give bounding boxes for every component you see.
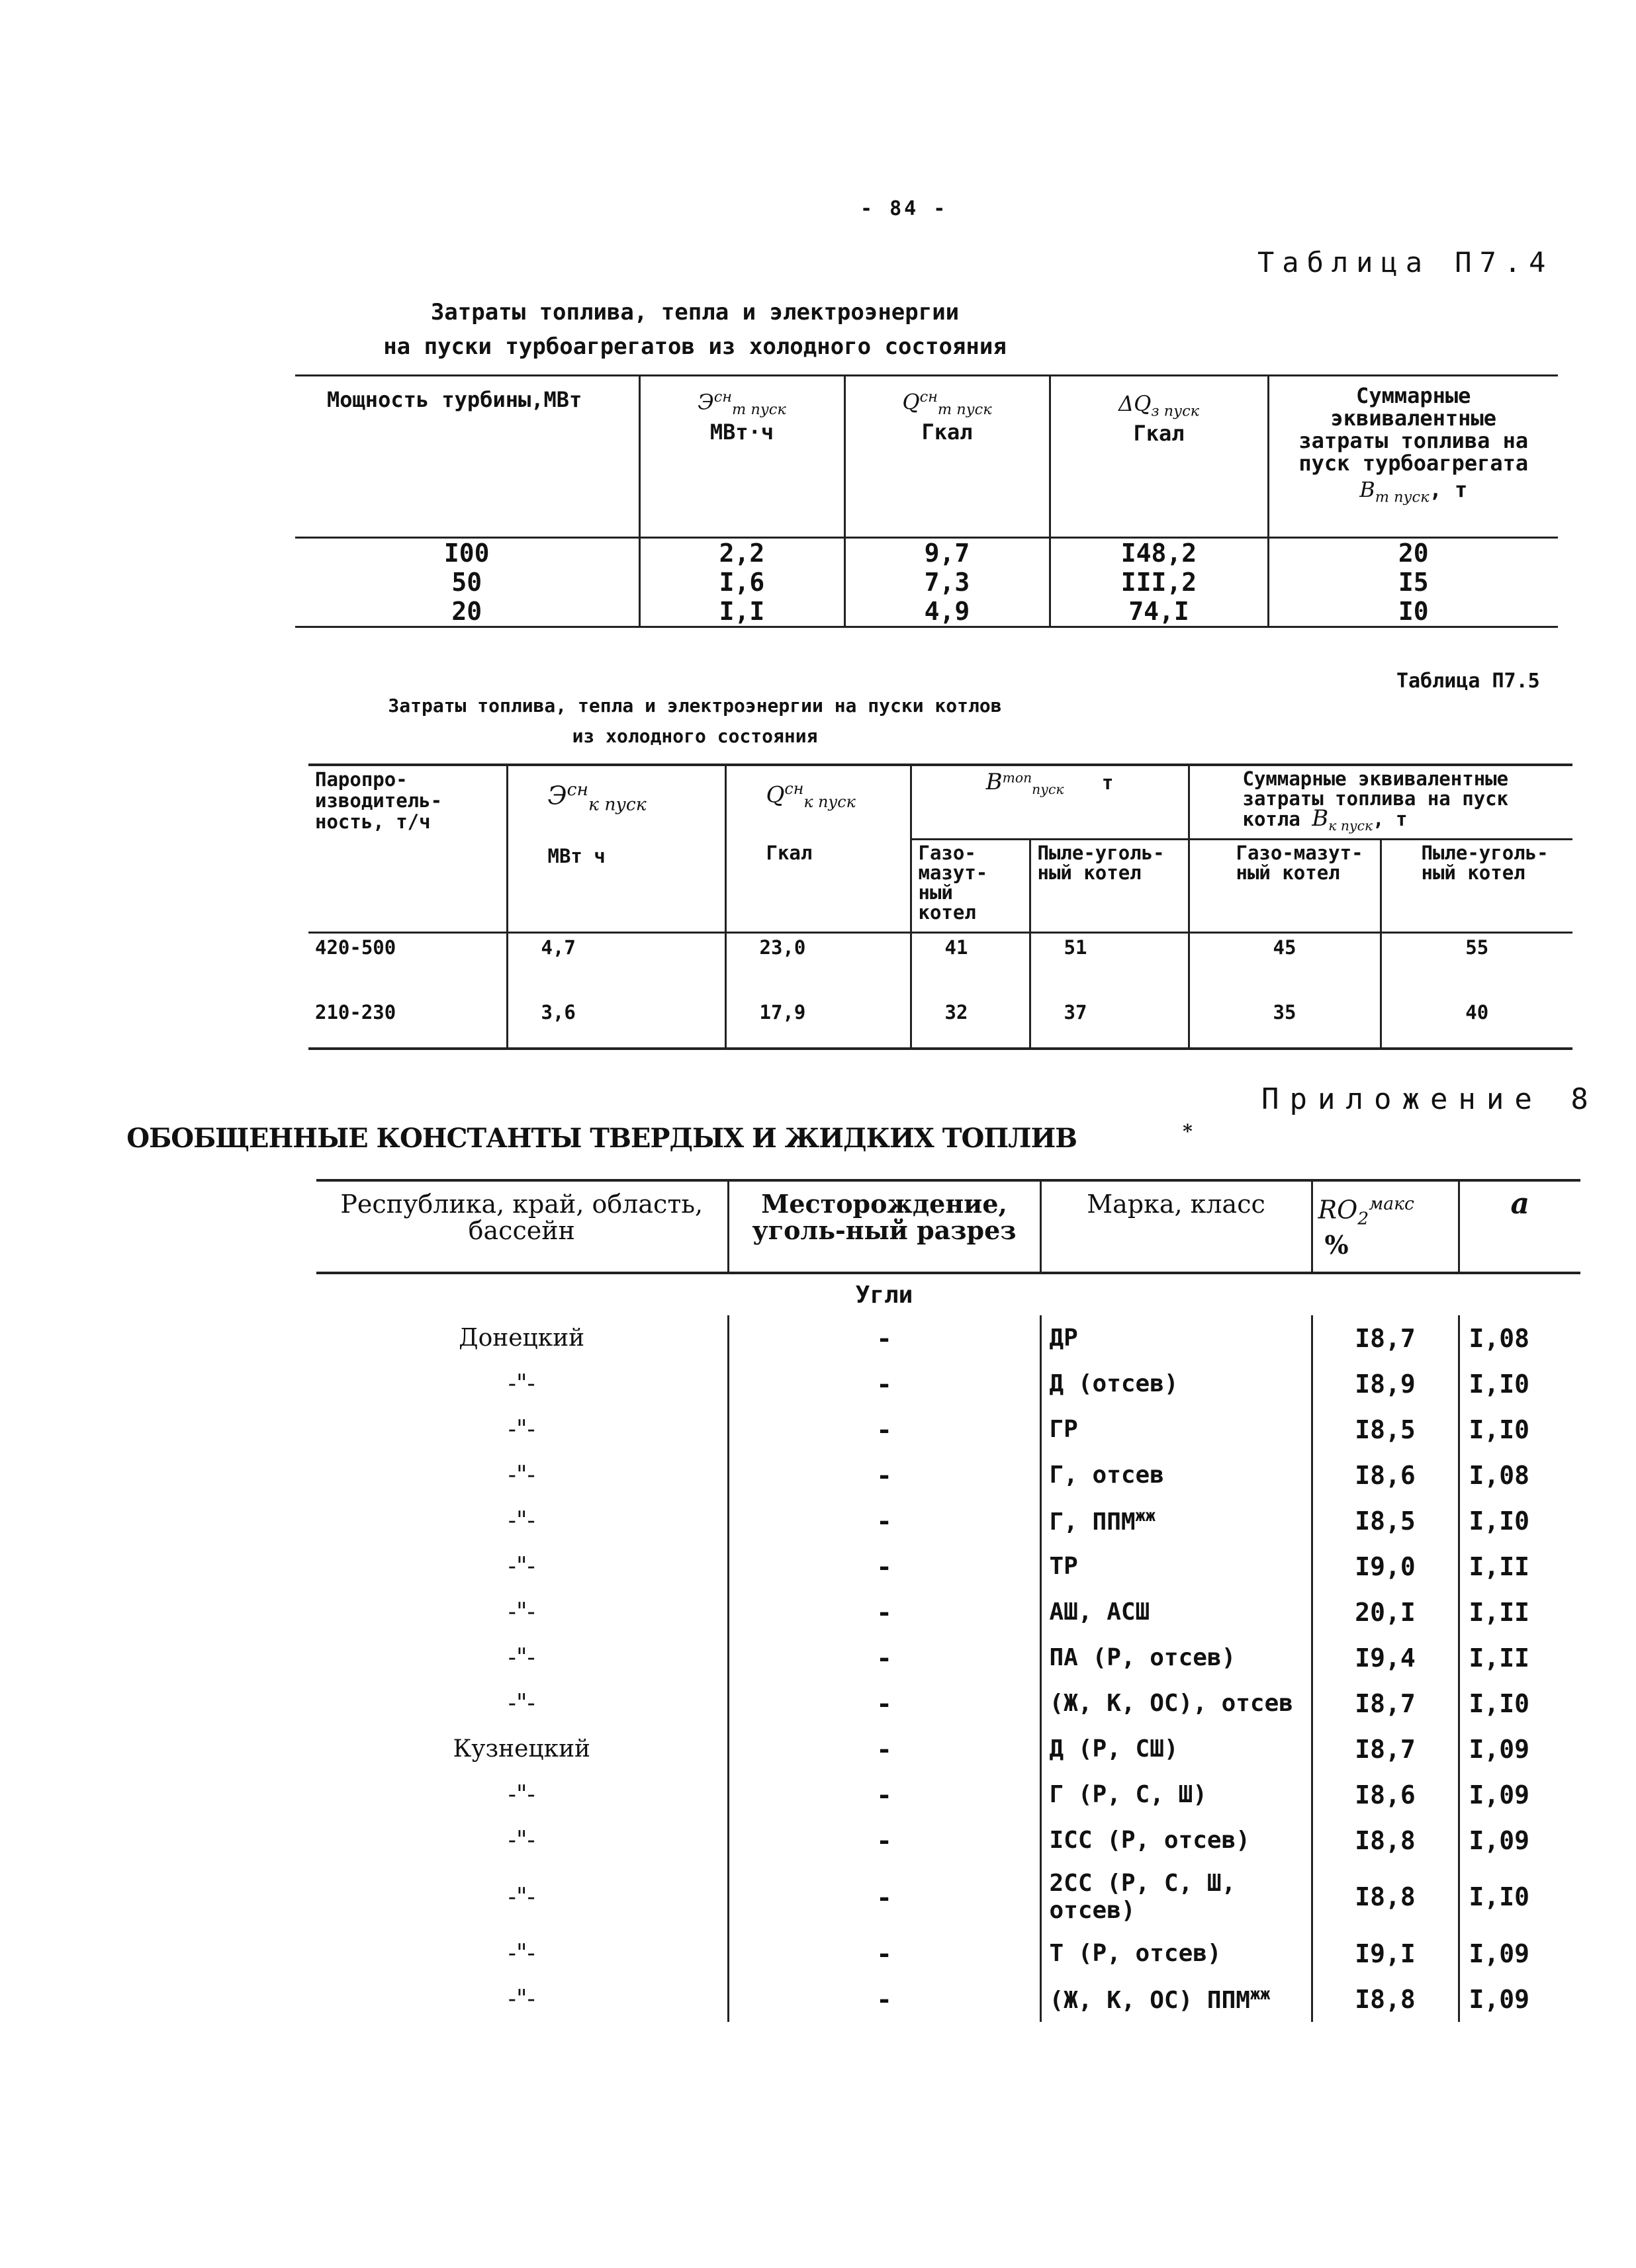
table1 (295, 374, 1558, 628)
table1-caption: Таблица П7.4 (1257, 246, 1554, 279)
fuel-ro2: I8,7 (1312, 1726, 1459, 1772)
table1-header-row (295, 376, 1558, 538)
fuel-a: I,I0 (1459, 1361, 1580, 1407)
fuel-ro2: I8,6 (1312, 1452, 1459, 1498)
fuel-a: I,08 (1459, 1315, 1580, 1361)
fuel-row (316, 1315, 1580, 1361)
fuel-region: -"- (508, 1940, 535, 1968)
fuel-mark: ГР (1040, 1407, 1312, 1452)
fuel-deposit: - (728, 1976, 1040, 2022)
appendix-label: Приложение 8 (1261, 1082, 1599, 1116)
table1-cell: I0 (1268, 597, 1558, 627)
fuel-row (316, 1680, 1580, 1726)
fuel-ro2: I9,0 (1312, 1544, 1459, 1589)
fuel-ro2: I9,I (1312, 1931, 1459, 1976)
fuel-mark: АШ, АСШ (1040, 1589, 1312, 1635)
fuel-row (316, 1498, 1580, 1544)
fuel-deposit: - (728, 1863, 1040, 1931)
table1-cell: 9,7 (844, 538, 1050, 568)
fuel-mark: Д (Р, СШ) (1040, 1726, 1312, 1772)
fuel-row (316, 1772, 1580, 1817)
fuel-row (316, 1863, 1580, 1931)
table2-cell: 210-230 (315, 1000, 396, 1024)
fuel-ro2: I8,5 (1312, 1498, 1459, 1544)
fuel-deposit: - (728, 1817, 1040, 1863)
fuel-region: Донецкий (459, 1325, 585, 1352)
appendix-title: ОБОБЩЕННЫЕ КОНСТАНТЫ ТВЕРДЫХ И ЖИДКИХ ТОПЛИВ * (126, 1121, 1192, 1155)
fuel-deposit: - (728, 1589, 1040, 1635)
table2-cell: 420-500 (315, 936, 396, 959)
fuel-ro2: I9,4 (1312, 1635, 1459, 1680)
fuel-a: I,II (1459, 1635, 1580, 1680)
fuel-deposit: - (728, 1772, 1040, 1817)
fuel-deposit: - (728, 1407, 1040, 1452)
table2-header-coal-2: Пыле-уголь-ный котел (1381, 839, 1572, 932)
fuel-mark: Т (Р, отсев) (1040, 1931, 1312, 1976)
table2-cell: 4,7 (507, 932, 725, 998)
fuel-a: I,I0 (1459, 1407, 1580, 1452)
fuel-mark: Г, отсев (1040, 1452, 1312, 1498)
table2-header-heat: $Q^{сн}_{к пуск}$ Гкал (725, 765, 911, 932)
fuel-ro2: I8,9 (1312, 1361, 1459, 1407)
table1-cell: 7,3 (844, 568, 1050, 597)
fuel-deposit: - (728, 1361, 1040, 1407)
table2-row (308, 998, 1572, 1049)
table2-header-gas-2: Газо-мазут-ный котел (1189, 839, 1381, 932)
fuel-a: I,I0 (1459, 1863, 1580, 1931)
fuel-row (316, 1407, 1580, 1452)
table1-header-energy: $Э^{сн}_{т пуск}$ МВт·ч (639, 376, 844, 538)
table1-cell: I48,2 (1050, 538, 1268, 568)
fuel-region: -"- (508, 1985, 535, 2013)
fuel-mark: ДР (1040, 1315, 1312, 1361)
fuel-region: -"- (508, 1781, 535, 1809)
header-a: a (1459, 1180, 1580, 1273)
fuel-a: I,I0 (1459, 1498, 1580, 1544)
fuel-row (316, 1544, 1580, 1589)
table2-caption: Таблица П7.5 (1396, 670, 1540, 693)
fuel-ro2: 20,I (1312, 1589, 1459, 1635)
table1-header-heat: $Q^{сн}_{т пуск}$ Гкал (844, 376, 1050, 538)
table1-header-delta: $\Delta Q_{з пуск}$ Гкал (1050, 376, 1268, 538)
fuel-deposit: - (728, 1544, 1040, 1589)
fuel-row (316, 1817, 1580, 1863)
fuel-a: I,09 (1459, 1976, 1580, 2022)
table1-title-line2: на пуски турбоагрегатов из холодного состояния (383, 333, 1007, 360)
table1-cell: I,I (639, 597, 844, 627)
fuel-a: I,II (1459, 1589, 1580, 1635)
fuel-a: I,09 (1459, 1817, 1580, 1863)
fuel-mark: Г, $ППМ^{жж}$ (1040, 1498, 1312, 1544)
fuel-ro2: I8,7 (1312, 1680, 1459, 1726)
page-number: - 84 - (860, 197, 948, 220)
fuel-deposit: - (728, 1498, 1040, 1544)
fuel-a: I,I0 (1459, 1680, 1580, 1726)
fuel-ro2: I8,7 (1312, 1315, 1459, 1361)
table2-title-line1: Затраты топлива, тепла и электроэнергии на пуски котлов (388, 695, 1002, 717)
fuel-row (316, 1931, 1580, 1976)
table1-header-power: Мощность турбины,МВт (327, 387, 582, 412)
fuel-deposit: - (728, 1315, 1040, 1361)
table2-header-fuel-group: $В^{топ}_{пуск}$ т (911, 765, 1189, 839)
header-mark: Марка, класс (1040, 1180, 1312, 1273)
fuel-row (316, 1726, 1580, 1772)
fuel-a: I,09 (1459, 1726, 1580, 1772)
header-deposit: Месторождение, уголь-ный разрез (728, 1180, 1040, 1273)
section-row (316, 1273, 1580, 1315)
table2-row (308, 932, 1572, 998)
table1-row (295, 568, 1558, 597)
fuel-deposit: - (728, 1680, 1040, 1726)
fuel-deposit: - (728, 1635, 1040, 1680)
fuel-mark: (Ж, К, ОС), отсев (1040, 1680, 1312, 1726)
table2-header-gas-1: Газо-мазут-ный котел (911, 839, 1030, 932)
fuel-row (316, 1635, 1580, 1680)
table2-cell: 37 (1030, 998, 1189, 1049)
table2-cell: 45 (1189, 932, 1381, 998)
fuel-a: I,II (1459, 1544, 1580, 1589)
fuel-deposit: - (728, 1931, 1040, 1976)
table2-cell: 55 (1381, 932, 1572, 998)
fuel-ro2: I8,8 (1312, 1817, 1459, 1863)
fuel-mark: ТР (1040, 1544, 1312, 1589)
fuel-ro2: I8,5 (1312, 1407, 1459, 1452)
fuel-deposit: - (728, 1452, 1040, 1498)
fuel-mark: ICC (Р, отсев) (1040, 1817, 1312, 1863)
fuel-mark: ПА (Р, отсев) (1040, 1635, 1312, 1680)
table1-cell: I00 (443, 539, 490, 568)
table2-cell: 23,0 (725, 932, 911, 998)
header-ro2: $RO_2^{макс}$ % (1312, 1180, 1459, 1273)
fuel-region: -"- (508, 1507, 535, 1535)
fuel-region: -"- (508, 1370, 535, 1398)
table2-cell: 40 (1381, 998, 1572, 1049)
table2-header-capacity: Паропро-изводитель-ность, т/ч (308, 765, 507, 932)
fuel-row (316, 1976, 1580, 2022)
fuel-region: -"- (508, 1883, 535, 1911)
table1-cell: 74,I (1050, 597, 1268, 627)
fuel-mark: (Ж, К, ОС) $ППМ^{жж}$ (1040, 1976, 1312, 2022)
table2-header-coal-1: Пыле-уголь-ный котел (1030, 839, 1189, 932)
fuel-ro2: I8,8 (1312, 1976, 1459, 2022)
fuel-row (316, 1361, 1580, 1407)
table1-cell: 4,9 (844, 597, 1050, 627)
table1-row (295, 538, 1558, 568)
fuel-region: -"- (508, 1827, 535, 1854)
fuel-region: -"- (508, 1644, 535, 1672)
fuel-ro2: I8,8 (1312, 1863, 1459, 1931)
table2-cell: 41 (911, 932, 1030, 998)
fuel-mark: Д (отсев) (1040, 1361, 1312, 1407)
fuel-region: -"- (508, 1690, 535, 1718)
fuel-row (316, 1452, 1580, 1498)
table1-title-line1: Затраты топлива, тепла и электроэнергии (430, 299, 960, 326)
fuel-region: Кузнецкий (453, 1735, 591, 1763)
fuel-row (316, 1589, 1580, 1635)
table2-header-total-group: Суммарные эквивалентные затраты топлива на пуск котла $В_{к пуск}$, т (1189, 765, 1572, 839)
table1-cell: I,6 (639, 568, 844, 597)
fuel-a: I,09 (1459, 1931, 1580, 1976)
fuel-a: I,09 (1459, 1772, 1580, 1817)
fuel-region: -"- (508, 1553, 535, 1581)
fuel-region: -"- (508, 1416, 535, 1444)
table2-title-line2: из холодного состояния (572, 725, 818, 747)
table1-cell: I5 (1268, 568, 1558, 597)
table2 (308, 763, 1572, 1050)
table1-cell: III,2 (1050, 568, 1268, 597)
section-label: Угли (855, 1281, 913, 1309)
fuel-deposit: - (728, 1726, 1040, 1772)
fuel-mark: Г (Р, С, Ш) (1040, 1772, 1312, 1817)
fuel-table-header-row (316, 1180, 1580, 1273)
fuel-region: -"- (508, 1598, 535, 1626)
table1-cell: 20 (451, 597, 482, 626)
table2-cell: 51 (1030, 932, 1189, 998)
table1-cell: 20 (1268, 538, 1558, 568)
table1-cell: 50 (451, 568, 482, 597)
table2-cell: 3,6 (507, 998, 725, 1049)
table1-header-total: Суммарные эквивалентные затраты топлива на пуск турбоагрегата $В_{т пуск}$, т (1268, 376, 1558, 538)
fuel-mark: 2СС (Р, С, Ш, отсев) (1040, 1863, 1312, 1931)
table2-header-energy: $Э^{сн}_{к пуск}$ МВт ч (507, 765, 725, 932)
table1-cell: 2,2 (639, 538, 844, 568)
table1-row (295, 597, 1558, 627)
header-region: Республика, край, область, бассейн (340, 1190, 704, 1245)
table2-cell: 35 (1189, 998, 1381, 1049)
fuel-ro2: I8,6 (1312, 1772, 1459, 1817)
table2-cell: 32 (911, 998, 1030, 1049)
fuel-a: I,08 (1459, 1452, 1580, 1498)
fuel-region: -"- (508, 1461, 535, 1489)
table2-cell: 17,9 (725, 998, 911, 1049)
fuel-constants-table (316, 1179, 1580, 2022)
